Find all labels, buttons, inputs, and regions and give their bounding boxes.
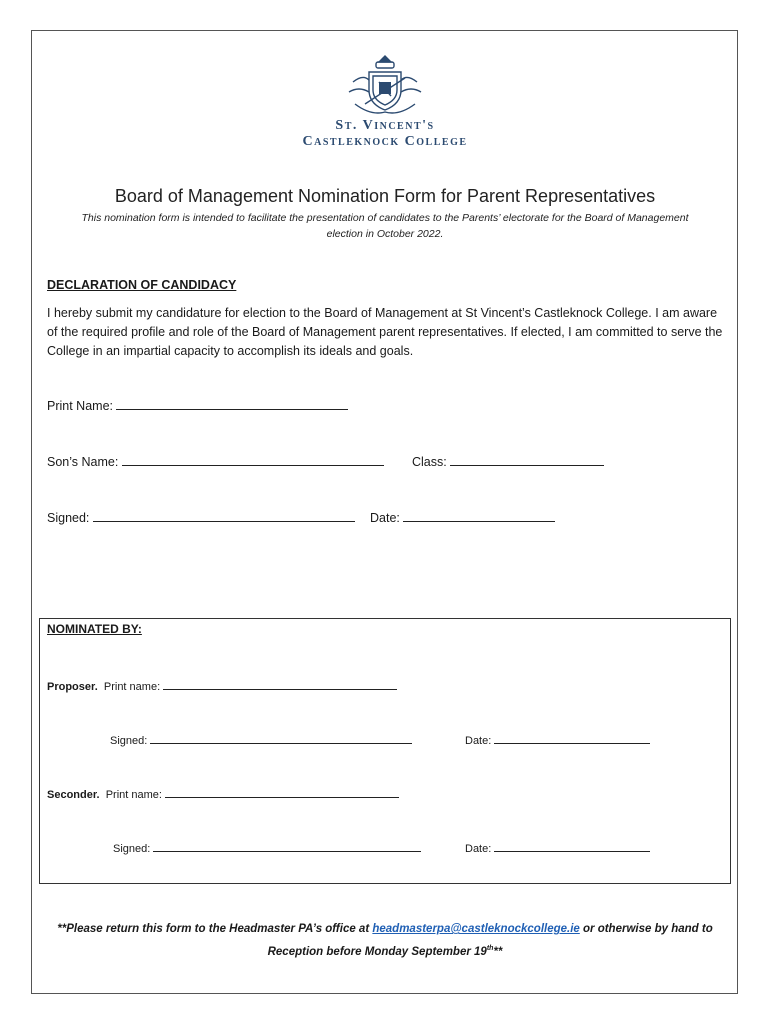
class-label: Class: bbox=[412, 455, 447, 469]
date-field bbox=[370, 510, 555, 525]
college-crest-logo bbox=[345, 52, 425, 122]
class-field bbox=[412, 454, 604, 469]
signed-field bbox=[47, 510, 355, 525]
seconder-print-field: Seconder. Print name: bbox=[47, 786, 399, 801]
seconder-signed-field bbox=[113, 840, 421, 855]
footer-superscript: th bbox=[486, 945, 494, 952]
proposer-signed-input-line[interactable] bbox=[150, 732, 412, 744]
nomination-heading: NOMINATED BY: bbox=[47, 622, 142, 636]
declaration-heading: DECLARATION OF CANDIDACY bbox=[47, 278, 237, 292]
signed-label: Signed: bbox=[47, 511, 90, 525]
footer-end: ** bbox=[493, 945, 503, 958]
print-name-label: Print Name: bbox=[47, 399, 113, 413]
sons-name-label: Son’s Name: bbox=[47, 455, 119, 469]
proposer-print-input-line[interactable] bbox=[163, 678, 397, 690]
proposer-date-label: Date: bbox=[465, 735, 492, 747]
proposer-print-field: Proposer. Print name: bbox=[47, 678, 397, 693]
headmaster-email-link[interactable]: headmasterpa@castleknockcollege.ie bbox=[372, 923, 580, 935]
proposer-print-label: Print name: bbox=[103, 681, 161, 693]
footer-text-before: **Please return this form to the Headmaster PA’s office at bbox=[57, 923, 373, 935]
proposer-date-field bbox=[465, 732, 650, 747]
college-name-line2: Castleknock College bbox=[302, 134, 468, 149]
print-name-field bbox=[47, 398, 348, 413]
college-name-line1: St. Vincent's bbox=[335, 118, 435, 133]
form-title: Board of Management Nomination Form for Parent Representatives bbox=[114, 186, 656, 206]
proposer-label: Proposer bbox=[47, 681, 95, 693]
seconder-print-label: Print name: bbox=[105, 789, 162, 801]
form-subtitle: This nomination form is intended to facilitate the presentation of candidates to the Parents’ electorate for the Board of Management election in October 2022. bbox=[81, 212, 689, 240]
date-label: Date: bbox=[370, 511, 400, 525]
print-name-input-line[interactable] bbox=[116, 398, 348, 410]
seconder-signed-input-line[interactable] bbox=[153, 840, 421, 852]
seconder-date-field bbox=[465, 840, 650, 855]
seconder-label: Seconder bbox=[47, 789, 97, 801]
proposer-signed-label: Signed: bbox=[110, 735, 148, 747]
proposer-date-input-line[interactable] bbox=[494, 732, 650, 744]
return-instructions bbox=[45, 920, 725, 962]
seconder-date-label: Date: bbox=[465, 843, 492, 855]
signed-input-line[interactable] bbox=[93, 510, 355, 522]
seconder-date-input-line[interactable] bbox=[494, 840, 650, 852]
seconder-signed-label: Signed: bbox=[113, 843, 151, 855]
sons-name-input-line[interactable] bbox=[122, 454, 384, 466]
proposer-signed-field bbox=[110, 732, 412, 747]
footer-text-after: or otherwise by hand to Reception before Monday September 19 bbox=[267, 923, 713, 958]
date-input-line[interactable] bbox=[403, 510, 555, 522]
declaration-body: I hereby submit my candidature for election to the Board of Management at St Vincent’s Castleknock College. I am aware of the required profile and role of the Board of Management parent representatives. If elected, I am committed to serve the College in an impartial capacity to accomplish its ideals and goals. bbox=[47, 306, 723, 358]
seconder-print-input-line[interactable] bbox=[165, 786, 399, 798]
sons-name-field bbox=[47, 454, 384, 469]
class-input-line[interactable] bbox=[450, 454, 604, 466]
